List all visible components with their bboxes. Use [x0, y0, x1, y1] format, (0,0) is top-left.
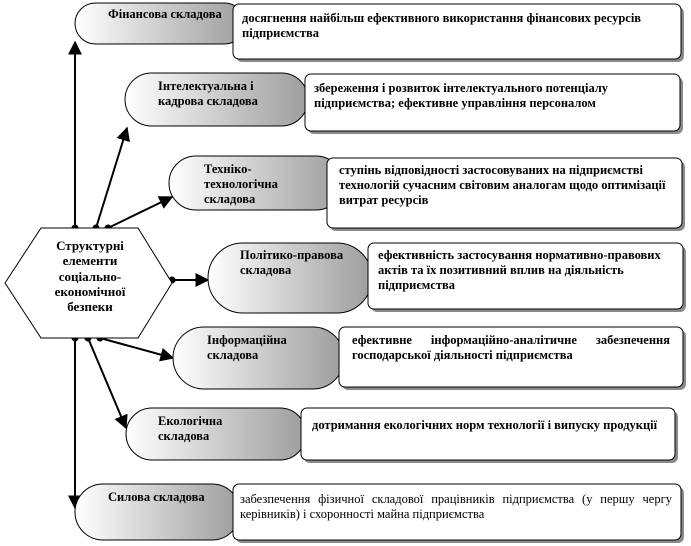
political-component-description: ефективність застосування нормативно-правових актів та їх позитивний вплив на діяльність підприємства	[378, 248, 661, 292]
connector-information	[100, 338, 173, 358]
information-component-description: ефективне інформаційно-аналітичне забезпечення господарської діяльності підприємства	[352, 333, 670, 362]
political-component-label: Політико-правова складова	[240, 248, 344, 277]
connector-intellectual	[96, 128, 127, 228]
hub-label: Структурні елементи соціально-економічної безпеки	[54, 238, 126, 315]
technical-component-label: Техніко-технологічна складова	[204, 162, 278, 206]
information-component-label: Інформаційна складова	[207, 333, 287, 362]
force-component-label: Силова складова	[108, 490, 205, 504]
ecological-component-description: дотримання екологічних норм технології і випуску продукції	[312, 418, 658, 432]
financial-component-description: досягнення найбільш ефективного використання фінансових ресурсів підприємства	[242, 11, 642, 40]
intellectual-component-label: Інтелектуальна і кадрова складова	[158, 79, 258, 108]
technical-component-description: ступінь відповідності застосовуваних на підприємстві технологій сучасним світовим аналогам щодо оптимізації витрат ресурсів	[339, 163, 666, 207]
ecological-description-box	[301, 408, 675, 460]
force-component-description: забезпечення фізичної складової працівників підприємства (у першу чергу керівників) і схоронності майна підприємства	[240, 492, 672, 521]
connector-ecological	[88, 338, 126, 428]
ecological-component-label: Екологічна складова	[158, 414, 223, 443]
intellectual-component-description: збереження і розвиток інтелектуального потенціалу підприємства; ефективне управління персоналом	[314, 81, 609, 110]
connector-technical	[108, 197, 172, 228]
financial-component-label: Фінансова складова	[108, 7, 222, 21]
